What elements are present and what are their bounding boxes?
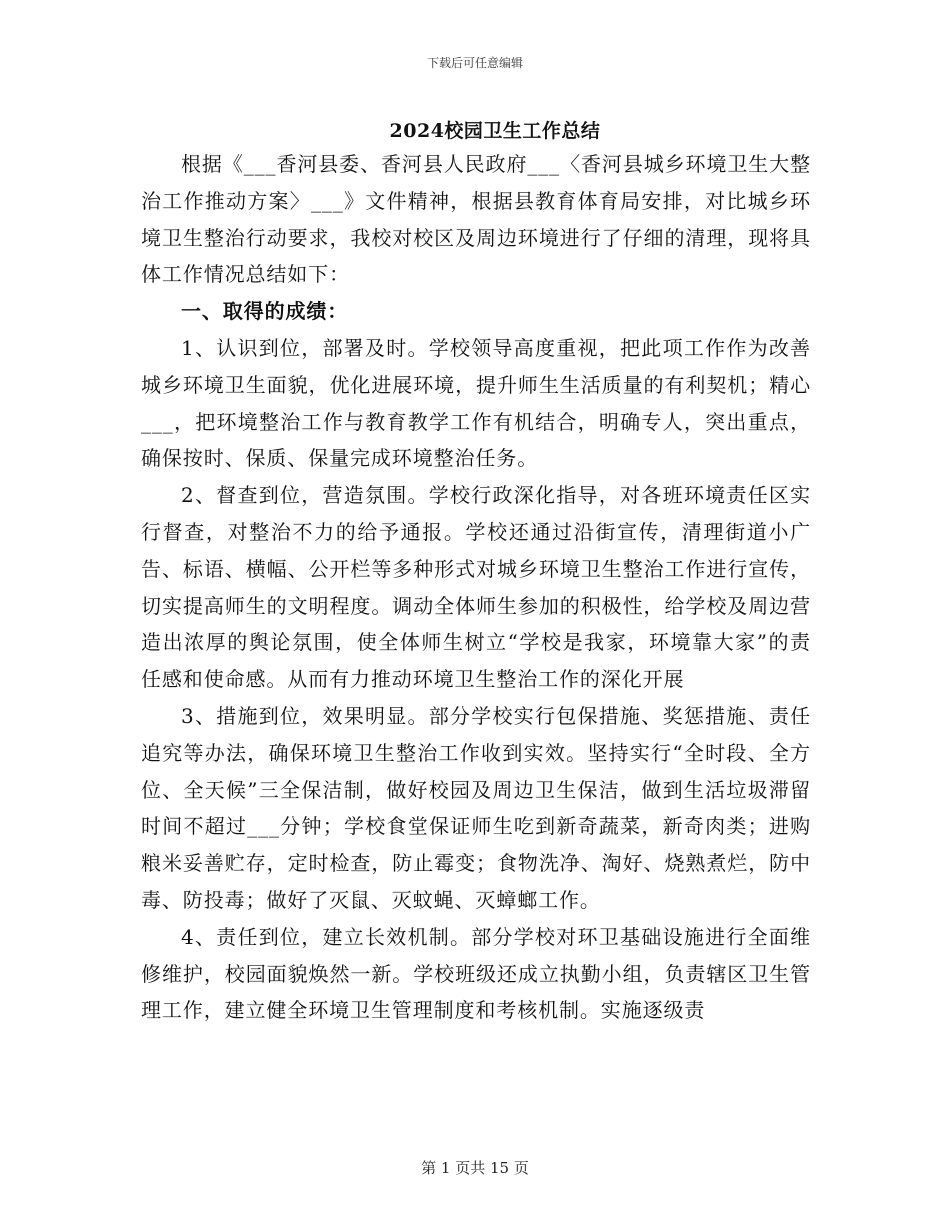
section-heading-achievements: 一、取得的成绩：: [181, 299, 349, 324]
page-footer: 第 1 页共 15 页: [421, 1159, 529, 1177]
paragraph-item-3: 3、措施到位，效果明显。部分学校实行包保措施、奖惩措施、责任追究等办法，确保环境卫生整治工作收到实效。坚持实行“全时段、全方位、全天候”三全保洁制，做好校园及周边卫生保洁，做到生活垃圾滞留时间不超过___分钟；学校食堂保证师生吃到新奇蔬菜，新奇肉类；进购粮米妥善贮存，定时检查，防止霉变；食物洗净、淘好、烧熟煮烂，防中毒、防投毒；做好了灭鼠、灭蚊蝇、灭蟑螂工作。: [141, 703, 811, 912]
document-title: 2024校园卫生工作总结: [389, 120, 601, 142]
intro-paragraph: 根据《___香河县委、香河县人民政府___〈香河县城乡环境卫生大整治工作推动方案〉___》文件精神，根据县教育体育局安排，对比城乡环境卫生整治行动要求，我校对校区及周边环境进行了仔细的清理，现将具体工作情况总结如下：: [141, 152, 811, 287]
paragraph-item-1: 1、认识到位，部署及时。学校领导高度重视，把此项工作作为改善城乡环境卫生面貌，优化进展环境，提升师生生活质量的有利契机；精心___，把环境整治工作与教育教学工作有机结合，明确专人，突出重点，确保按时、保质、保量完成环境整治任务。: [141, 335, 811, 471]
header-note: 下载后可任意编辑: [426, 56, 523, 70]
document-body: [141, 146, 811, 1029]
paragraph-item-2: 2、督查到位，营造氛围。学校行政深化指导，对各班环境责任区实行督查，对整治不力的给予通报。学校还通过沿街宣传，清理街道小广告、标语、横幅、公开栏等多种形式对城乡环境卫生整治工作进行宣传，切实提高师生的文明程度。调动全体师生参加的积极性，给学校及周边营造出浓厚的舆论氛围，使全体师生树立“学校是我家，环境靠大家”的责任感和使命感。从而有力推动环境卫生整治工作的深化开展: [141, 483, 811, 692]
paragraph-item-4: 4、责任到位，建立长效机制。部分学校对环卫基础设施进行全面维修维护，校园面貌焕然一新。学校班级还成立执勤小组，负责辖区卫生管理工作，建立健全环境卫生管理制度和考核机制。实施逐级责: [141, 924, 811, 1023]
